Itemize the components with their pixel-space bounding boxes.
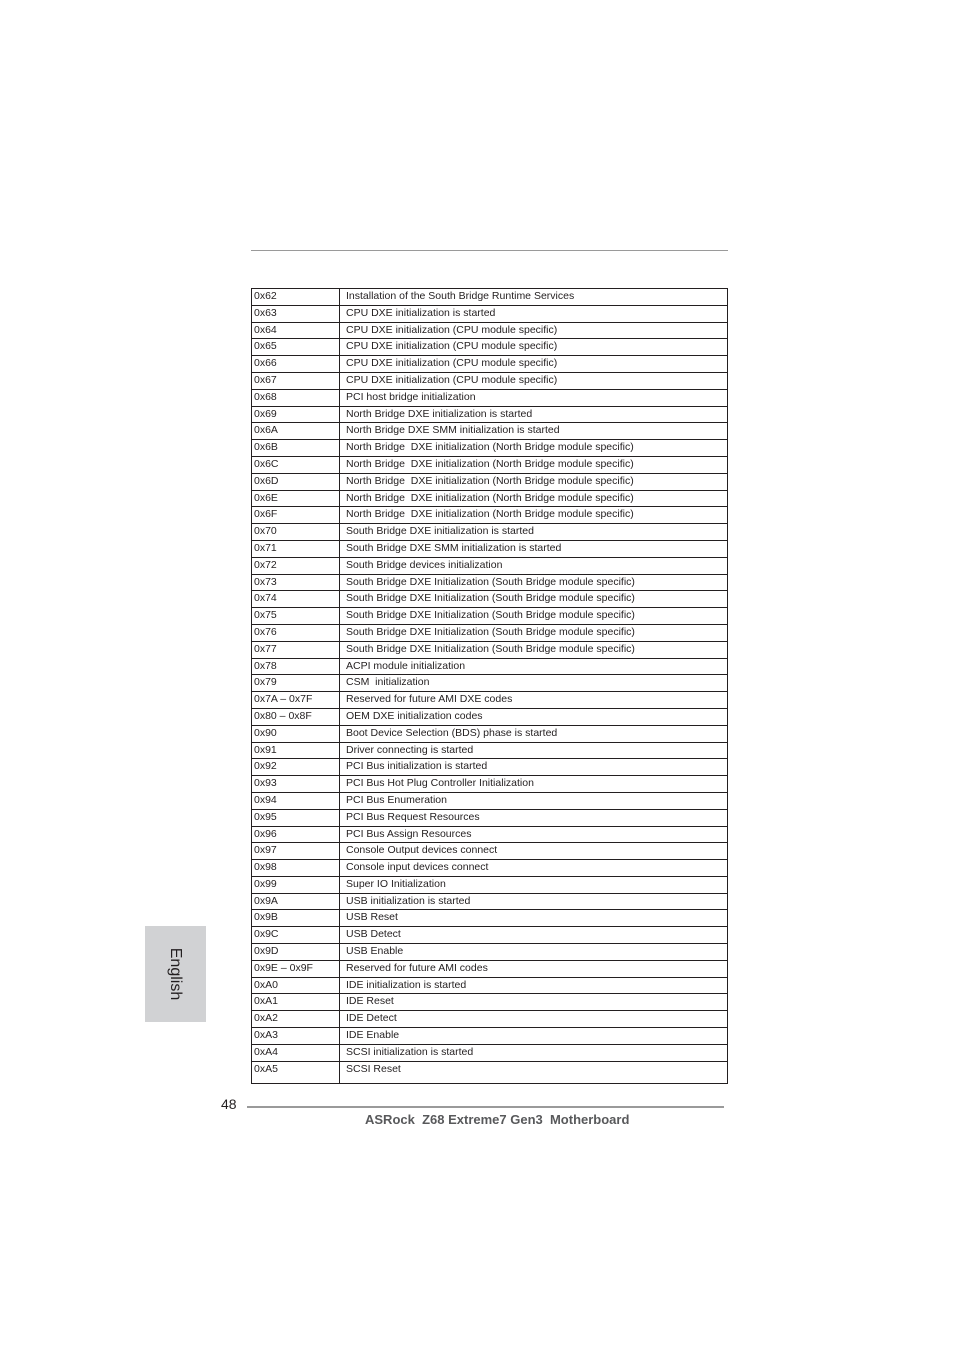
description-cell: USB Enable	[346, 945, 404, 958]
table-row	[252, 961, 727, 978]
post-code-cell: 0x62	[252, 289, 340, 305]
description-cell: Installation of the South Bridge Runtime Services	[346, 290, 575, 302]
description-cell: South Bridge DXE Initialization (South Bridge module specific)	[346, 625, 635, 638]
description-cell: Reserved for future AMI DXE codes	[346, 693, 513, 706]
post-code-cell: 0x74	[252, 591, 340, 607]
table-row	[252, 625, 727, 642]
table-row	[252, 407, 727, 424]
table-row	[252, 910, 727, 927]
post-code-cell: 0x90	[252, 726, 340, 742]
post-code-cell: 0x97	[252, 843, 340, 859]
description-cell: Boot Device Selection (BDS) phase is started	[346, 726, 558, 739]
table-row	[252, 776, 727, 793]
description-cell: CPU DXE initialization (CPU module specific)	[346, 323, 558, 336]
post-code-cell: 0x67	[252, 373, 340, 389]
table-row	[252, 642, 727, 659]
table-row	[252, 507, 727, 524]
table-row	[252, 323, 727, 340]
post-code-cell: 0x72	[252, 558, 340, 574]
description-cell: North Bridge DXE initialization (North Bridge module specific)	[346, 474, 634, 487]
post-code-cell: 0xA2	[252, 1011, 340, 1027]
table-row	[252, 491, 727, 508]
table-row	[252, 743, 727, 760]
table-row	[252, 608, 727, 625]
footer-rule	[247, 1106, 724, 1108]
table-row	[252, 944, 727, 961]
table-row	[252, 927, 727, 944]
table-row	[252, 659, 727, 676]
description-cell: PCI Bus initialization is started	[346, 760, 488, 773]
post-code-cell: 0x78	[252, 659, 340, 675]
table-row	[252, 1028, 727, 1045]
description-cell: South Bridge DXE Initialization (South Bridge module specific)	[346, 642, 635, 655]
description-cell: CPU DXE initialization (CPU module specific)	[346, 340, 558, 353]
description-cell: North Bridge DXE initialization (North Bridge module specific)	[346, 491, 634, 504]
description-cell: Super IO Initialization	[346, 877, 446, 890]
table-row	[252, 575, 727, 592]
post-code-cell: 0xA4	[252, 1045, 340, 1061]
header-rule	[251, 250, 728, 251]
post-code-cell: 0x68	[252, 390, 340, 406]
table-row	[252, 524, 727, 541]
post-code-cell: 0x70	[252, 524, 340, 540]
table-row	[252, 759, 727, 776]
post-code-cell: 0x6D	[252, 474, 340, 490]
description-cell: Reserved for future AMI codes	[346, 961, 488, 974]
post-code-cell: 0x64	[252, 323, 340, 339]
post-code-cell: 0xA5	[252, 1062, 340, 1083]
description-cell: ACPI module initialization	[346, 659, 466, 672]
post-code-cell: 0xA0	[252, 978, 340, 994]
table-row	[252, 356, 727, 373]
post-code-cell: 0x9E – 0x9F	[252, 961, 340, 977]
post-code-cell: 0x7A – 0x7F	[252, 692, 340, 708]
table-row	[252, 558, 727, 575]
post-code-cell: 0x69	[252, 407, 340, 423]
description-cell: North Bridge DXE initialization is started	[346, 407, 533, 420]
table-row	[252, 692, 727, 709]
table-row	[252, 373, 727, 390]
description-cell: North Bridge DXE initialization (North Bridge module specific)	[346, 457, 634, 470]
table-row	[252, 877, 727, 894]
description-cell: PCI Bus Request Resources	[346, 810, 480, 823]
post-code-cell: 0x71	[252, 541, 340, 557]
description-cell: South Bridge DXE initialization is started	[346, 525, 534, 538]
table-row	[252, 843, 727, 860]
post-code-cell: 0x6B	[252, 440, 340, 456]
post-code-cell: 0x93	[252, 776, 340, 792]
post-code-cell: 0x9B	[252, 910, 340, 926]
post-code-cell: 0x75	[252, 608, 340, 624]
table-row	[252, 289, 727, 306]
table-row	[252, 1062, 727, 1083]
table-row	[252, 390, 727, 407]
description-cell: IDE Reset	[346, 995, 394, 1008]
post-code-cell: 0x79	[252, 675, 340, 691]
post-code-cell: 0x65	[252, 339, 340, 355]
post-code-cell: 0x77	[252, 642, 340, 658]
table-row	[252, 1011, 727, 1028]
description-cell: Console input devices connect	[346, 861, 489, 874]
page-number: 48	[221, 1096, 237, 1112]
description-cell: South Bridge DXE Initialization (South Bridge module specific)	[346, 609, 635, 622]
language-tab-label: English	[167, 947, 184, 1001]
description-cell: CSM initialization	[346, 676, 430, 689]
description-cell: SCSI Reset	[346, 1062, 401, 1075]
post-code-cell: 0x9A	[252, 894, 340, 910]
description-cell: PCI host bridge initialization	[346, 390, 476, 403]
description-cell: CPU DXE initialization (CPU module specific)	[346, 373, 558, 386]
description-cell: CPU DXE initialization is started	[346, 306, 496, 319]
post-code-cell: 0x6A	[252, 423, 340, 439]
post-code-cell: 0x92	[252, 759, 340, 775]
description-cell: South Bridge DXE Initialization (South Bridge module specific)	[346, 575, 635, 588]
footer-title: ASRock Z68 Extreme7 Gen3 Motherboard	[365, 1112, 630, 1127]
post-code-cell: 0x95	[252, 810, 340, 826]
table-row	[252, 827, 727, 844]
table-row	[252, 894, 727, 911]
description-cell: North Bridge DXE SMM initialization is started	[346, 424, 560, 437]
description-cell: IDE Enable	[346, 1029, 400, 1042]
table-row	[252, 726, 727, 743]
description-cell: USB Detect	[346, 928, 401, 941]
description-cell: CPU DXE initialization (CPU module specific)	[346, 357, 558, 370]
post-code-cell: 0x63	[252, 306, 340, 322]
description-cell: North Bridge DXE initialization (North Bridge module specific)	[346, 441, 634, 454]
post-code-cell: 0x80 – 0x8F	[252, 709, 340, 725]
post-code-cell: 0x9D	[252, 944, 340, 960]
table-row	[252, 793, 727, 810]
description-cell: South Bridge devices initialization	[346, 558, 503, 571]
post-code-cell: 0x66	[252, 356, 340, 372]
post-code-cell: 0x73	[252, 575, 340, 591]
table-row	[252, 675, 727, 692]
description-cell: South Bridge DXE Initialization (South Bridge module specific)	[346, 592, 635, 605]
table-row	[252, 709, 727, 726]
post-code-cell: 0x76	[252, 625, 340, 641]
table-row	[252, 306, 727, 323]
description-cell: USB initialization is started	[346, 894, 471, 907]
table-row	[252, 1045, 727, 1062]
post-code-cell: 0x91	[252, 743, 340, 759]
table-row	[252, 423, 727, 440]
post-code-cell: 0x98	[252, 860, 340, 876]
description-cell: OEM DXE initialization codes	[346, 709, 483, 722]
description-cell: IDE initialization is started	[346, 978, 467, 991]
language-tab	[145, 926, 206, 1022]
post-code-cell: 0x9C	[252, 927, 340, 943]
table-row	[252, 541, 727, 558]
description-cell: IDE Detect	[346, 1012, 397, 1025]
post-code-cell: 0x6E	[252, 491, 340, 507]
post-code-cell: 0xA3	[252, 1028, 340, 1044]
table-row	[252, 810, 727, 827]
description-cell: PCI Bus Enumeration	[346, 793, 447, 806]
description-cell: PCI Bus Assign Resources	[346, 827, 472, 840]
table-row	[252, 474, 727, 491]
description-cell: SCSI initialization is started	[346, 1045, 474, 1058]
table-row	[252, 860, 727, 877]
table-row	[252, 591, 727, 608]
post-code-cell: 0x96	[252, 827, 340, 843]
description-cell: South Bridge DXE SMM initialization is started	[346, 541, 562, 554]
description-cell: Console Output devices connect	[346, 844, 498, 857]
post-code-cell: 0x6F	[252, 507, 340, 523]
table-row	[252, 339, 727, 356]
post-code-cell: 0x6C	[252, 457, 340, 473]
post-code-cell: 0x94	[252, 793, 340, 809]
table-row	[252, 440, 727, 457]
description-cell: North Bridge DXE initialization (North Bridge module specific)	[346, 508, 634, 521]
post-code-cell: 0x99	[252, 877, 340, 893]
table-row	[252, 457, 727, 474]
description-cell: PCI Bus Hot Plug Controller Initialization	[346, 777, 534, 790]
post-code-cell: 0xA1	[252, 994, 340, 1010]
table-row	[252, 978, 727, 995]
post-code-table	[251, 288, 728, 1084]
description-cell: USB Reset	[346, 911, 398, 924]
description-cell: Driver connecting is started	[346, 743, 474, 756]
table-row	[252, 994, 727, 1011]
